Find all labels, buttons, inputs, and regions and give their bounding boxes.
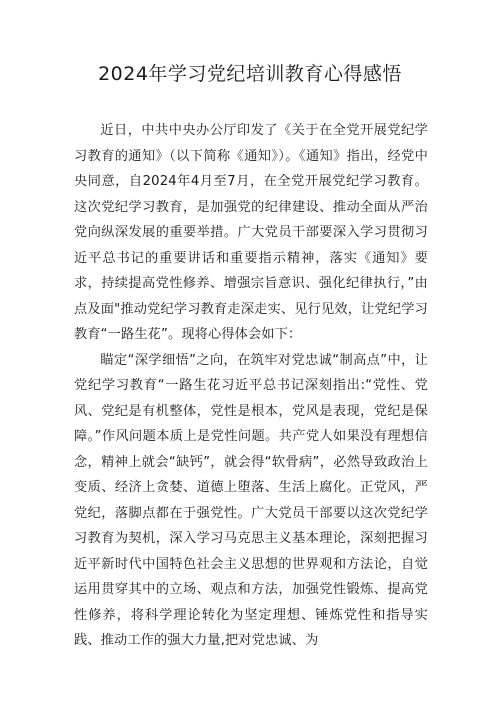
document-body xyxy=(74,118,428,654)
document-title: 2024年学习党纪培训教育心得感悟 xyxy=(98,63,402,85)
paragraph-intro: 近日，中共中央办公厅印发了《关于在全党开展党纪学习教育的通知》（以下简称《通知》）。《通知》指出，经党中央同意，自2024年4月至7月，在全党开展党纪学习教育。这次党纪学习教育，是加强党的纪律建设、推动全面从严治党向纵深发展的重要举措。广大党员干部要深入学习贯彻习近平总书记的重要讲话和重要指示精神，落实《通知》要求，持续提高党性修养、增强宗旨意识、强化纪律执行，”由点及面"推动党纪学习教育走深走实、见行见效，让党纪学习教育“一路生花”。现将心得体会如下： xyxy=(74,123,428,342)
paragraph-study: 瞄定“深学细悟”之向，在筑牢对党忠诚“制高点”中，让党纪学习教育“一路生花习近平总书记深刻指出:“党性、党风、党纪是有机整体，党性是根本，党风是表现，党纪是保障。”作风问题本质上是党性问题。共产党人如果没有理想信念，精神上就会“缺钙”，就会得“软骨病”，必然导致政治上变质、经济上贪婪、道德上堕落、生活上腐化。正党风，严党纪，落脚点都在于强党性。广大党员干部要以这次党纪学习教育为契机，深入学习马克思主义基本理论，深刻把握习近平新时代中国特色社会主义思想的世界观和方法论，自觉运用贯穿其中的立场、观点和方法，加强党性锻炼、提高党性修养，将科学理论转化为坚定理想、锤炼党性和指导实践、推动工作的强大力量,把对党忠诚、为 xyxy=(74,352,428,648)
